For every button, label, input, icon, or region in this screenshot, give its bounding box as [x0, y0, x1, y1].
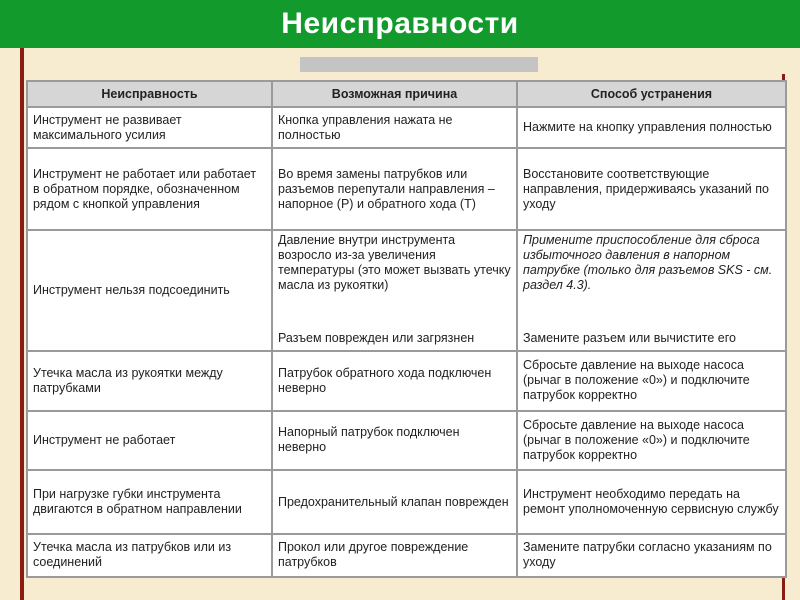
table-row — [27, 411, 786, 471]
cause-cell-split — [272, 230, 517, 351]
header-fault: Неисправность — [27, 81, 272, 107]
cause-cell-part-a: Давление внутри инструмента возросло из-за увеличения температуры (это может вызвать утечку масла из рукоятки) — [278, 233, 511, 293]
remedy-cell: Сбросьте давление на выходе насоса (рычаг в положение «0») и подключите патрубок корректно — [517, 351, 786, 411]
remedy-cell-split — [517, 230, 786, 351]
fault-cell: Инструмент не работает или работает в обратном порядке, обозначенном рядом с кнопкой управления — [27, 148, 272, 230]
cause-cell: Предохранительный клапан поврежден — [272, 470, 517, 534]
fault-cell: Утечка масла из патрубков или из соединений — [27, 534, 272, 577]
faults-table — [26, 80, 787, 578]
table-header-row — [27, 81, 786, 107]
fault-cell: Инструмент не работает — [27, 411, 272, 471]
fault-cell: При нагрузке губки инструмента двигаются в обратном направлении — [27, 470, 272, 534]
fault-cell: Инструмент нельзя подсоединить — [27, 230, 272, 351]
table-row — [27, 351, 786, 411]
fault-cell: Утечка масла из рукоятки между патрубками — [27, 351, 272, 411]
cause-cell-part-b: Разъем поврежден или загрязнен — [278, 331, 475, 346]
decorative-gray-bar — [300, 57, 538, 72]
remedy-cell: Сбросьте давление на выходе насоса (рычаг в положение «0») и подключите патрубок корректно — [517, 411, 786, 471]
table-row — [27, 107, 786, 148]
fault-cell: Инструмент не развивает максимального усилия — [27, 107, 272, 148]
title-bar — [0, 0, 800, 48]
remedy-cell: Инструмент необходимо передать на ремонт уполномоченную сервисную службу — [517, 470, 786, 534]
remedy-cell-part-b: Замените разъем или вычистите его — [523, 331, 737, 346]
header-remedy: Способ устранения — [517, 81, 786, 107]
table-row — [27, 470, 786, 534]
frame-left-border — [20, 48, 24, 600]
table-row — [27, 148, 786, 230]
header-cause: Возможная причина — [272, 81, 517, 107]
remedy-cell: Восстановите соответствующие направления, придерживаясь указаний по уходу — [517, 148, 786, 230]
cause-cell: Патрубок обратного хода подключен неверно — [272, 351, 517, 411]
cause-cell: Прокол или другое повреждение патрубков — [272, 534, 517, 577]
cause-cell: Напорный патрубок подключен неверно — [272, 411, 517, 471]
cause-cell: Во время замены патрубков или разъемов перепутали направления – напорное (P) и обратного хода (T) — [272, 148, 517, 230]
remedy-cell-part-a: Примените приспособление для сброса избыточного давления в напорном патрубке (только для разъемов SKS - см. раздел 4.3). — [523, 233, 773, 293]
table-row — [27, 534, 786, 577]
cause-cell: Кнопка управления нажата не полностью — [272, 107, 517, 148]
remedy-cell: Замените патрубки согласно указаниям по уходу — [517, 534, 786, 577]
remedy-cell: Нажмите на кнопку управления полностью — [517, 107, 786, 148]
table-row — [27, 230, 786, 351]
faults-table-container — [26, 80, 785, 578]
page-title: Неисправности — [281, 7, 519, 40]
